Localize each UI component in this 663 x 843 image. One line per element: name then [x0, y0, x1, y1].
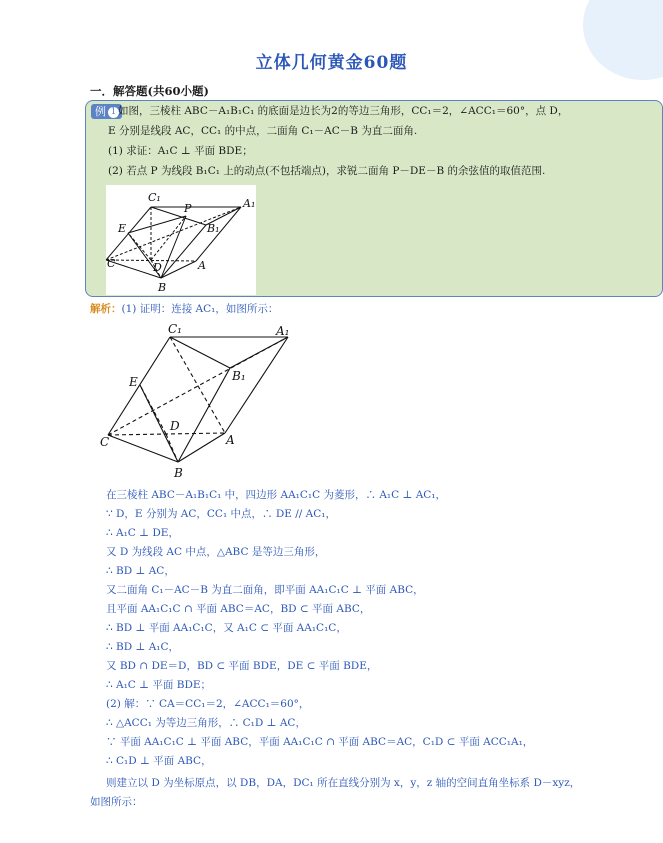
example-badge-label: 例: [95, 105, 106, 118]
solution-intro-row: [90, 302, 278, 316]
solution-line: ∴ BD ⊥ AC，: [106, 565, 175, 577]
edge-b-b1: [178, 368, 230, 462]
label-c: C: [100, 435, 110, 449]
solution-line: 又二面角 C₁－AC－B 为直二面角，即平面 AA₁C₁C ⊥ 平面 ABC，: [106, 584, 424, 596]
problem-line: E 分别是线段 AC，CC₁ 的中点，二面角 C₁－AC－B 为直二面角.: [108, 125, 418, 137]
label-b: B: [174, 466, 183, 480]
label-e: E: [129, 375, 138, 389]
edge-c-b: [108, 435, 178, 462]
section-heading: 一．解答题(共60小题): [90, 84, 209, 98]
solution-intro: (1) 证明：连接 AC₁，如图所示：: [121, 303, 279, 315]
example-box: [85, 100, 663, 297]
solution-label: 解析：: [90, 303, 122, 315]
solution-line: ∴ BD ⊥ A₁C，: [106, 641, 180, 653]
solution-line: (2) 解：∵ CA＝CC₁＝2，∠ACC₁＝60°，: [106, 698, 310, 710]
label-d: D: [153, 261, 162, 274]
edge-d-p-hidden: [151, 216, 186, 260]
solution-line: 在三棱柱 ABC－A₁B₁C₁ 中，四边形 AA₁C₁C 为菱形，∴ A₁C ⊥ AC₁，: [106, 489, 447, 501]
edge-c-c1: [108, 337, 170, 435]
solution-line: 如图所示：: [90, 796, 143, 808]
problem-figure: [106, 185, 256, 295]
label-b1: B₁: [232, 369, 246, 383]
solution-figure: [100, 322, 300, 482]
solution-prism-svg: [100, 322, 300, 482]
problem-line: 如图，三棱柱 ABC－A₁B₁C₁ 的底面是边长为2的等边三角形，CC₁＝2，∠ACC₁＝60°，点 D，: [118, 105, 569, 117]
problem-line: (2) 若点 P 为线段 B₁C₁ 上的动点(不包括端点)，求锐二面角 P－DE－B 的余弦值的取值范围.: [108, 165, 546, 177]
edge-p-b: [161, 216, 186, 278]
label-c1: C₁: [168, 322, 182, 336]
solution-line: 又 D 为线段 AC 中点，△ABC 是等边三角形，: [106, 546, 326, 558]
label-d: D: [170, 419, 180, 433]
edge-b-a: [161, 261, 196, 278]
solution-line: 则建立以 D 为坐标原点，以 DB，DA，DC₁ 所在直线分别为 x，y，z 轴的空间直角坐标系 D－xyz，: [106, 777, 581, 789]
label-a: A: [226, 433, 235, 447]
problem-line: (1) 求证：A₁C ⊥ 平面 BDE；: [108, 145, 253, 157]
solution-line: ∴ A₁C ⊥ DE，: [106, 527, 179, 539]
edge-b-a: [178, 433, 225, 462]
solution-line: 且平面 AA₁C₁C ∩ 平面 ABC＝AC，BD ⊂ 平面 ABC，: [106, 603, 371, 615]
solution-line: ∵ D，E 分别为 AC，CC₁ 中点，∴ DE // AC₁，: [106, 508, 337, 520]
label-a: A: [198, 259, 206, 272]
label-a1: A₁: [276, 324, 290, 338]
edge-c1-b1: [151, 207, 206, 225]
solution-line: ∴ A₁C ⊥ 平面 BDE；: [106, 679, 212, 691]
label-e: E: [118, 222, 127, 235]
label-b1: B₁: [207, 222, 220, 235]
solution-line: ∴ △ACC₁ 为等边三角形，∴ C₁D ⊥ AC，: [106, 717, 306, 729]
edge-a-a1: [225, 337, 288, 433]
label-c1: C₁: [148, 191, 161, 204]
label-c: C: [107, 257, 116, 270]
edge-d-e-hidden: [128, 233, 151, 260]
label-b: B: [158, 281, 167, 294]
label-a1: A₁: [243, 197, 256, 210]
example-number: 1: [108, 107, 119, 118]
edge-c-a1-hidden: [106, 207, 241, 260]
prism-figure-svg: [106, 185, 256, 295]
solution-line: ∵ 平面 AA₁C₁C ⊥ 平面 ABC，平面 AA₁C₁C ∩ 平面 ABC＝AC，C₁D ⊂ 平面 ACC₁A₁，: [106, 736, 534, 748]
solution-line: ∴ C₁D ⊥ 平面 ABC，: [106, 755, 212, 767]
solution-line: 又 BD ∩ DE＝D，BD ⊂ 平面 BDE，DE ⊂ 平面 BDE，: [106, 660, 378, 672]
solution-line: ∴ BD ⊥ 平面 AA₁C₁C，又 A₁C ⊂ 平面 AA₁C₁C，: [106, 622, 347, 634]
page-title: 立体几何黄金60题: [255, 53, 408, 73]
label-p: P: [184, 202, 192, 215]
